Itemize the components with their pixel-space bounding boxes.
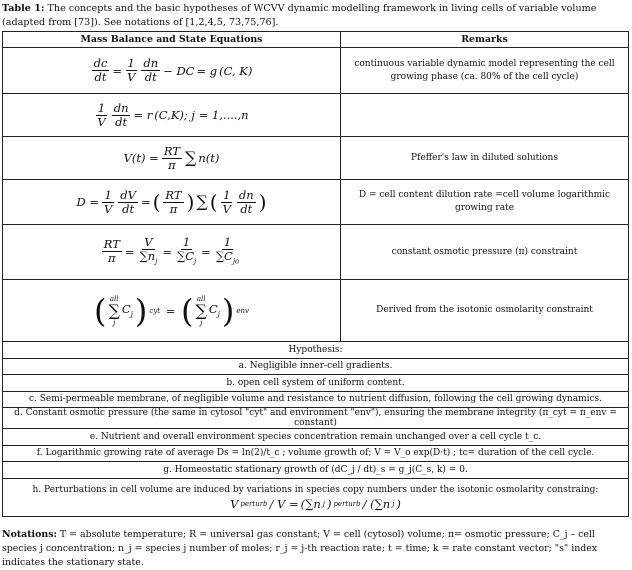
notations <box>2 528 630 570</box>
hypothesis-item: h. Perturbations in cell volume are induced by variations in species copy numbers under the isotonic osmolarity constraing: <box>32 485 599 495</box>
hypothesis-item: e. Nutrient and overall environment species concentration remain unchanged over a cell cycle t_c. <box>3 429 629 446</box>
hypothesis-row <box>3 391 629 408</box>
hypothesis-title-row <box>3 342 629 359</box>
remark-cell: D = cell content dilution rate =cell volume logarithmic growing rate <box>341 180 629 225</box>
remark-cell <box>341 94 629 137</box>
hypothesis-row <box>3 408 629 429</box>
table-row <box>3 94 629 137</box>
caption-label: Table 1: <box>2 3 45 14</box>
hypothesis-item: b. open cell system of uniform content. <box>3 375 629 392</box>
remark-cell: Pfeffer's law in diluted solutions <box>341 137 629 180</box>
equation-mass-balance: $\frac{dc}{dt}$ = $\frac{1}{V}$ $\frac{dn}{dt}$ − DC = g (C, K) <box>93 56 253 84</box>
header-equations: Mass Balance and State Equations <box>3 32 341 48</box>
table-row <box>3 280 629 342</box>
hypothesis-item: g. Homeostatic stationary growth of (dC_j / dt)_s = g_j(C_s, k) = 0. <box>3 462 629 479</box>
notations-label: Notations: <box>2 529 57 540</box>
equation-cell <box>3 280 341 342</box>
equation-isotonic: ( all ∑ j $C_j$ ) cyt = ( all ∑ j $C_j$ ) env <box>93 291 249 330</box>
table-row <box>3 225 629 280</box>
hypothesis-item: c. Semi-permeable membrane, of negligible volume and resistance to nutrient diffusion, following the cell growing dynamics. <box>3 391 629 408</box>
equation-osmotic-pressure: $\frac{RT}{\pi}$ = $\frac{V}{\sum n_j}$ = $\frac{1}{\sum C_j}$ = $\frac{1}{\sum C_{jo}}$ <box>103 234 240 266</box>
equation-cell <box>3 48 341 94</box>
notations-text: T = absolute temperature; R = universal gas constant; V = cell (cytosol) volume; π= osmotic pressure; C_j – cell species j concentration; n_j = species j number of moles; r_j = j-th reaction rate; t = time; k = rate constant vector; "s" index indicates the stationary state. <box>2 529 598 568</box>
table-header-row <box>3 32 629 48</box>
hypothesis-row <box>3 445 629 462</box>
table-row <box>3 137 629 180</box>
table-caption <box>2 2 628 30</box>
remark-cell: constant osmotic pressure (π) constraint <box>341 225 629 280</box>
hypothesis-row <box>3 462 629 479</box>
hypothesis-item: d. Constant osmotic pressure (the same in cytosol "cyt" and environment "env"), ensuring the membrane integrity (π_cyt = π_env = constant) <box>3 408 629 429</box>
equation-reaction-rate: $\frac{1}{V}$ $\frac{dn}{dt}$ = r (C,K); j = 1,....,n <box>97 100 249 129</box>
hypothesis-row <box>3 358 629 375</box>
hypothesis-row <box>3 478 629 516</box>
hypothesis-title: Hypothesis: <box>3 342 629 359</box>
equation-cell <box>3 180 341 225</box>
remark-cell: continuous variable dynamic model representing the cell growing phase (ca. 80% of the cell cycle) <box>341 48 629 94</box>
hypothesis-item-h <box>3 478 629 516</box>
table-row <box>3 180 629 225</box>
equation-perturbation: V perturb / V = (∑n j ) perturb / (∑n j ) <box>230 497 401 511</box>
concepts-table <box>2 31 629 517</box>
equation-volume: V(t) = $\frac{RT}{\pi}$ ∑ n(t) <box>123 143 220 172</box>
hypothesis-item: f. Logarithmic growing rate of average Ds = ln(2)/t_c ; volume growth of; V = V_o exp(D·t) ; tc= duration of the cell cycle. <box>3 445 629 462</box>
hypothesis-row <box>3 375 629 392</box>
table-row <box>3 48 629 94</box>
hypothesis-item: a. Negligible inner-cell gradients. <box>3 358 629 375</box>
hypothesis-row <box>3 429 629 446</box>
caption-text: The concepts and the basic hypotheses of WCVV dynamic modelling framework in living cells of variable volume (adapted from [73]). See notations of [1,2,4,5, 73,75,76]. <box>2 3 597 28</box>
header-remarks: Remarks <box>341 32 629 48</box>
equation-cell <box>3 225 341 280</box>
equation-cell <box>3 94 341 137</box>
equation-cell <box>3 137 341 180</box>
equation-dilution-rate: D = $\frac{1}{V}$ $\frac{dV}{dt}$ = ( $\frac{RT}{\pi}$ ) ∑ ( $\frac{1}{V}$ $\frac{dn}{dt}$ ) <box>76 187 267 216</box>
remark-cell: Derived from the isotonic osmolarity constraint <box>341 280 629 342</box>
